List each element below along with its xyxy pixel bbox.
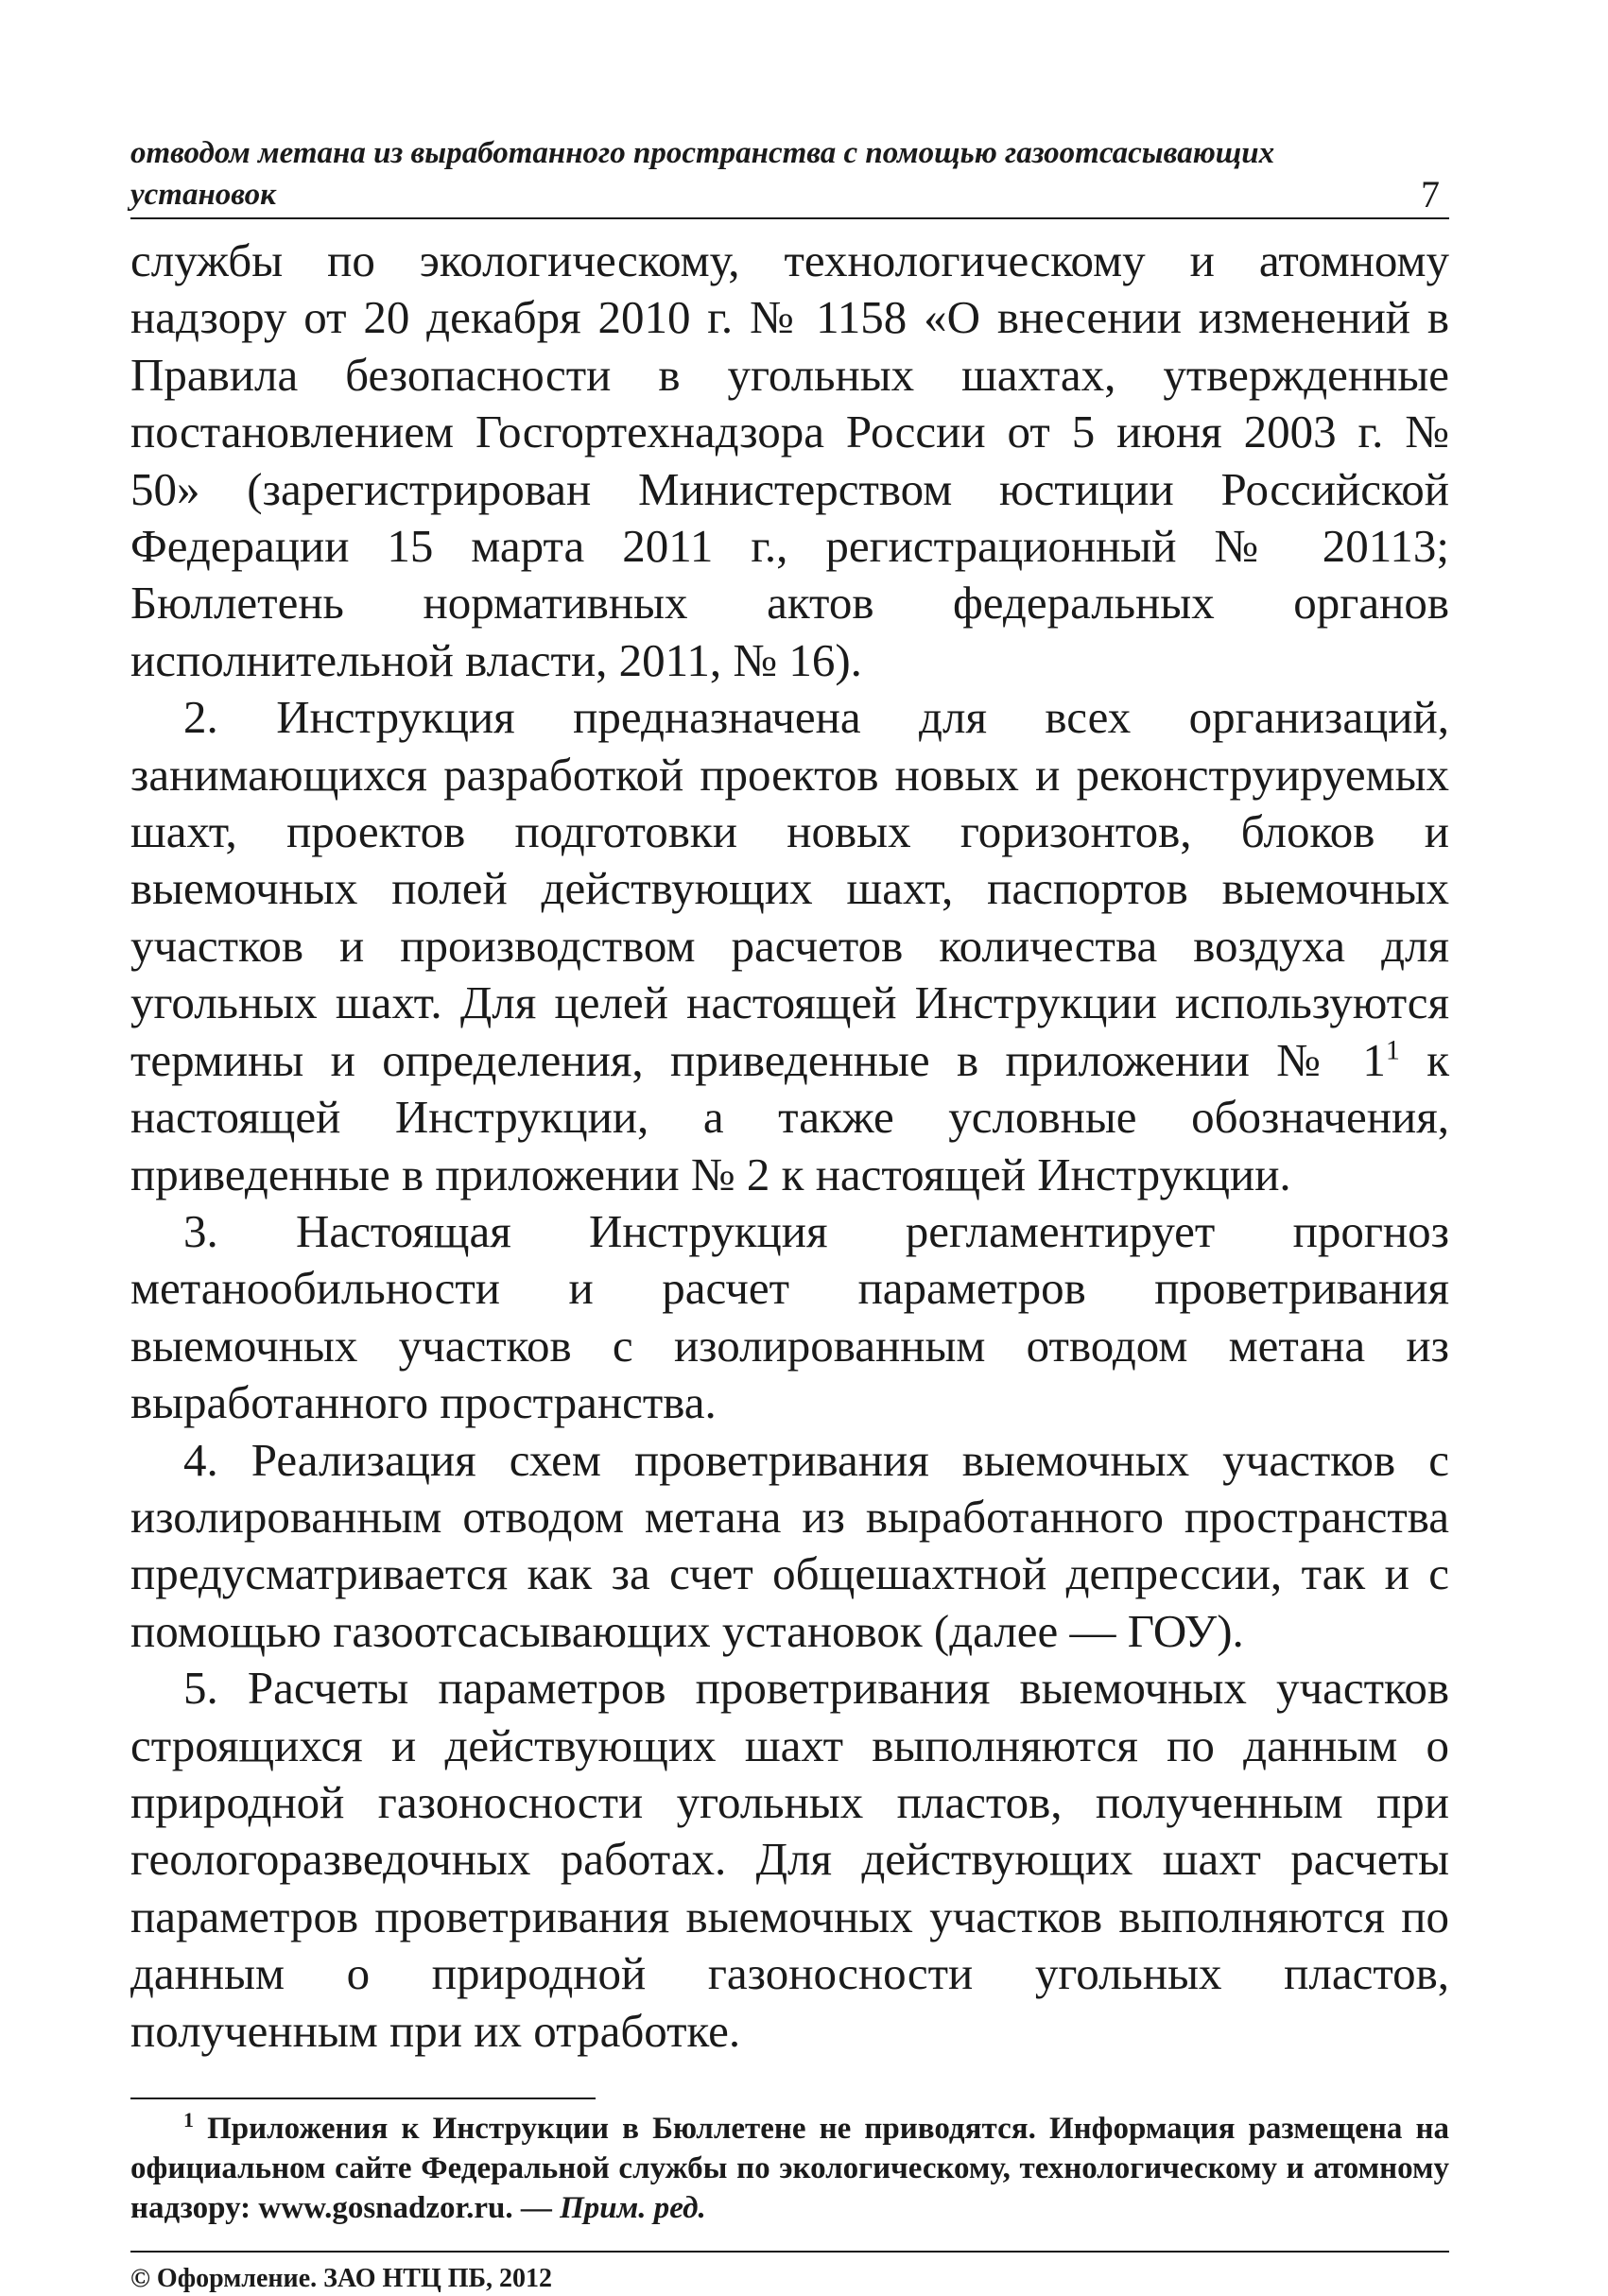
paragraph-3: 3. Настоящая Инструкция регламентирует прогноз метанообильности и расчет параметров проветривания выемочных участков с изолированным отводом метана из выработанного пространства. [130, 1204, 1449, 1429]
footnote-reference: 1 [1385, 1034, 1400, 1066]
running-header [130, 132, 1449, 219]
footnote-mark: 1 [183, 2108, 194, 2132]
bottom-separator [130, 2251, 1449, 2253]
paragraph-4: 4. Реализация схем проветривания выемочных участков с изолированным отводом метана из выработанного пространства предусматривается как за счет общешахтной депрессии, так и с помощью газоотсасывающих установок (далее — ГОУ). [130, 1433, 1449, 1657]
editor-note: Прим. ред. [560, 2191, 706, 2225]
footnote [130, 2109, 1449, 2228]
paragraph-5: 5. Расчеты параметров проветривания выемочных участков строящихся и действующих шахт выполняются по данным о природной газоносности угольных пластов, полученным при геологоразведочных работах. Для действующих шахт расчеты параметров проветривания выемочных участков выполняются по данным о природной газоносности угольных пластов, полученным при их отработке. [130, 1662, 1449, 2057]
copyright-line: © Оформление. ЗАО НТЦ ПБ, 2012 [130, 2264, 553, 2293]
paragraph-2-text-end: к настоящей Инструкции, а также условные обозначения, приведенные в приложении № 2 к настоящей Инструкции. [130, 1033, 1449, 1200]
document-page [130, 132, 1449, 2296]
paragraph-1-continuation: службы по экологическому, технологическому и атомному надзору от 20 декабря 2010 г. № 1158 «О внесении изменений в Правила безопасности в угольных шахтах, утвержденные постановлением Госгортехнадзора России от 5 июня 2003 г. № 50» (зарегистрирован Министерством юстиции Российской Федерации 15 марта 2011 г., регистрационный № 20113; Бюллетень нормативных актов федеральных органов исполнительной власти, 2011, № 16). [130, 234, 1449, 686]
body-text [130, 233, 1449, 2060]
paragraph-2-text: 2. Инструкция предназначена для всех организаций, занимающихся разработкой проектов новых и реконструируемых шахт, проектов подготовки новых горизонтов, блоков и выемочных полей действующих шахт, паспортов выемочных участков и производством расчетов количества воздуха для угольных шахт. Для целей настоящей Инструкции используются термины и определения, приведенные в приложении № 1 [130, 691, 1449, 1086]
footnote-separator [130, 2097, 596, 2099]
page-number: 7 [1421, 173, 1440, 216]
footnote-text: Приложения к Инструкции в Бюллетене не приводятся. Информация размещена на официальном сайте Федеральной службы по экологическому, технологическому и атомному надзору: www.gosnadzor.ru. — [130, 2112, 1449, 2225]
paragraph-2 [130, 689, 1449, 1203]
running-title: отводом метана из выработанного пространства с помощью газоотсасывающих установок [130, 136, 1275, 212]
